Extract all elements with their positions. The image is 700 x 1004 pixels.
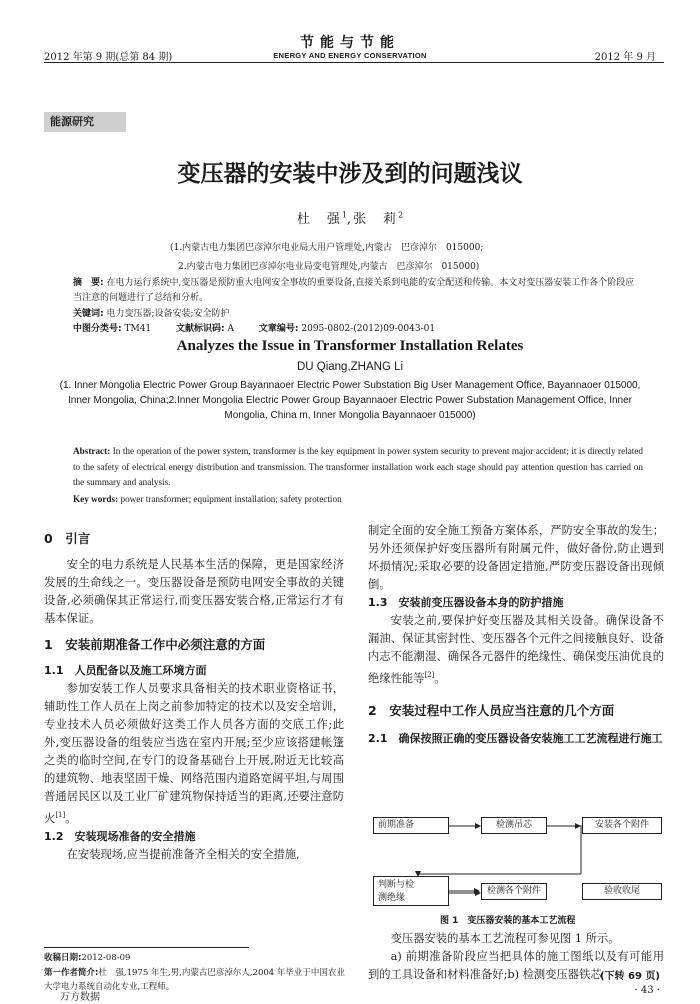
received-date: 2012-08-09 bbox=[81, 953, 131, 963]
author-line: 杜 强$^1$,张 莉$^2$ bbox=[296, 210, 404, 227]
affiliation-cn-1: (1.内蒙古电力集团巴彦淖尔电业局大用户管理处,内蒙古 巴彦淖尔 015000; bbox=[170, 243, 484, 253]
doc-code-value: A bbox=[227, 324, 235, 334]
author-2: 张 莉 bbox=[353, 212, 399, 227]
footnote-divider bbox=[44, 947, 249, 948]
article-no-label: 文章编号: bbox=[258, 324, 299, 334]
author-1: 杜 强 bbox=[296, 212, 342, 227]
citation-2[interactable]: [2] bbox=[424, 671, 435, 679]
abstract-cn-text: 在电力运行系统中,变压器是预防重大电网安全事故的重要设备,直接关系到电能的安全配送和传输。本文对变压器安装工作各个阶段应当注意的问题进行了总结和分析。 bbox=[73, 278, 635, 303]
paragraph-2-1: 变压器安装的基本工艺流程可参见图 1 所示。 bbox=[390, 932, 620, 945]
footnote-received bbox=[44, 951, 344, 965]
heading-1-2: 1.2 安装现场准备的安全措施 bbox=[44, 829, 196, 843]
english-keywords bbox=[73, 492, 643, 508]
paragraph-1-2-continued: 制定全面的安全施工预备方案体系，严防安全事故的发生；另外还须保护好变压器所有附属元件，做好备份,防止遇到坏损情况;采取必要的设备固定措施,严防变压器设备出现倾倒。 bbox=[368, 524, 664, 591]
english-keywords-text: power transformer; equipment installation; safety protection bbox=[120, 494, 342, 504]
heading-2-1: 2.1 确保按照正确的变压器设备安装施工工艺流程进行施工 bbox=[368, 731, 663, 745]
received-label: 收稿日期: bbox=[44, 953, 82, 963]
running-header-issue: 2012 年第 9 期(总第 84 期) bbox=[44, 52, 173, 63]
heading-1-1: 1.1 人员配备以及施工环境方面 bbox=[44, 664, 207, 677]
doc-code-label: 文献标识码: bbox=[176, 324, 225, 334]
heading-section-1: 1 安装前期准备工作中必须注意的方面 bbox=[44, 637, 266, 652]
bio-label: 第一作者简介: bbox=[44, 968, 99, 978]
flow-step-prep: 前期准备 bbox=[373, 817, 449, 834]
left-column bbox=[44, 530, 344, 864]
flow-step-install-accessories: 安装各个附件 bbox=[582, 817, 662, 834]
keywords-cn-label: 关键词: bbox=[73, 309, 104, 319]
english-keywords-label: Key words: bbox=[73, 494, 119, 504]
flow-step-acceptance: 验收收尾 bbox=[582, 883, 662, 900]
paragraph-1-1: 参加安装工作人员要求具备相关的技术职业资格证书，辅助性工作人员在上岗之前参加特定的技术以及安全培训，专业技术人员必须做好这类工作人员各方面的交底工作;此外,变压器设备的组装应当选在室内开展;至少应该搭建帐篷之类的临时空间,在专门的设备基础台上开展,附近无比较高的建筑物、地表坚固干燥、网络范围内道路宽阔平坦,与周围普通居民区以及工业厂矿建筑物保持适当的距离,还要注意防火[1]。 bbox=[44, 682, 344, 825]
author-1-affil: 1 bbox=[341, 210, 347, 220]
citation-1[interactable]: [1] bbox=[55, 811, 66, 819]
paragraph-1-3: 安装之前,要保护好变压器及其相关设备。确保设备不漏油、保证其密封性、变压器各个元件之间接触良好、设备内志不能潮湿、确保各元器件的绝缘性、确保变压油优良的绝缘性能等[2]。 bbox=[368, 614, 664, 685]
continued-note: (下转 69 页) bbox=[599, 971, 660, 982]
paragraph-1-2: 在安装现场,应当提前准备齐全相关的安全措施, bbox=[66, 847, 300, 861]
bio-text: 杜 强,1975 年生,男,内蒙古巴彦淖尔人,2004 年毕业于中国农业大学电力系统自动化专业,工程师。 bbox=[44, 968, 345, 992]
english-authors: DU Qiang,ZHANG Li bbox=[296, 361, 404, 373]
classification-line bbox=[73, 322, 643, 337]
flow-step-judge-line2: 测绝缘 bbox=[378, 893, 406, 903]
heading-1-3: 1.3 安装前变压器设备本身的防护措施 bbox=[368, 596, 564, 609]
english-abstract bbox=[73, 444, 643, 491]
journal-name-en: ENERGY AND ENERGY CONSERVATION bbox=[273, 51, 427, 60]
heading-introduction: 0 引言 bbox=[44, 531, 91, 546]
clc-value: TM41 bbox=[124, 324, 152, 334]
paragraph-introduction: 安全的电力系统是人民基本生活的保障，更是国家经济发展的生命线之一。变压器设备是预防电网安全事故的关键设备,必须确保其正常运行,而变压器安装合格,正常运行才有基本保证。 bbox=[44, 558, 344, 625]
right-column bbox=[368, 522, 664, 748]
figure-1-caption: 图 1 变压器安装的基本工艺流程 bbox=[440, 916, 576, 926]
running-header-date: 2012 年 9 月 bbox=[594, 52, 656, 63]
watermark: 万方数据 bbox=[60, 992, 100, 1003]
clc-label: 中图分类号: bbox=[73, 324, 122, 334]
author-2-affil: 2 bbox=[398, 210, 404, 220]
article-no-value: 2095-0802-(2012)09-0043-01 bbox=[301, 324, 436, 334]
heading-section-2: 2 安装过程中工作人员应当注意的几个方面 bbox=[368, 702, 615, 718]
abstract-cn bbox=[73, 276, 643, 306]
flow-step-inspect-core: 检测吊芯 bbox=[481, 817, 547, 834]
affiliation-cn-2: 2.内蒙古电力集团巴彦淖尔电业局变电管理处,内蒙古 巴彦淖尔 015000) bbox=[178, 262, 480, 272]
page-number: · 43 · bbox=[634, 985, 660, 996]
english-affiliation: (1. Inner Mongolia Electric Power Group Bayannaoer Electric Power Substation Big User Management Office, Bayannaoer 015000, Inner Mongolia, China;2.Inner Mongolia Electric Power Group Bayannaoer Electric Power Substation Management Office, Inner Mongolia, China m, Inner Mongolia Bayannaoer 015000) bbox=[59, 380, 641, 421]
english-abstract-label: Abstract: bbox=[73, 446, 111, 456]
flow-step-check-accessories: 检测各个附件 bbox=[481, 883, 547, 900]
flow-step-judge-line1: 判断与检 bbox=[378, 880, 415, 890]
header-divider bbox=[44, 62, 664, 63]
journal-name-cn: 节能与节能 bbox=[300, 35, 400, 51]
paragraph-2-1b: a) 前期准备阶段应当把具体的施工图纸以及有可能用到的工具设备和材料准备好;b) 检测变压器铁芯 bbox=[368, 950, 664, 981]
english-abstract-text: In the operation of the power system, transformer is the key equipment in power system security to prevent major accident; it is directly related to the safety of electrical energy distribution and transmission. The transformer installation work each stage should pay attention question has carried on the summary and analysis. bbox=[73, 446, 644, 487]
article-title: 变压器的安装中涉及到的问题浅议 bbox=[177, 161, 523, 187]
english-title: Analyzes the Issue in Transformer Installation Relates bbox=[176, 338, 524, 354]
abstract-cn-label: 摘 要: bbox=[73, 278, 104, 288]
flowchart-connectors bbox=[368, 810, 664, 920]
keywords-cn bbox=[73, 307, 643, 322]
section-tag: 能源研究 bbox=[44, 112, 126, 132]
keywords-cn-text: 电力变压器;设备安装;安全防护 bbox=[106, 309, 230, 319]
